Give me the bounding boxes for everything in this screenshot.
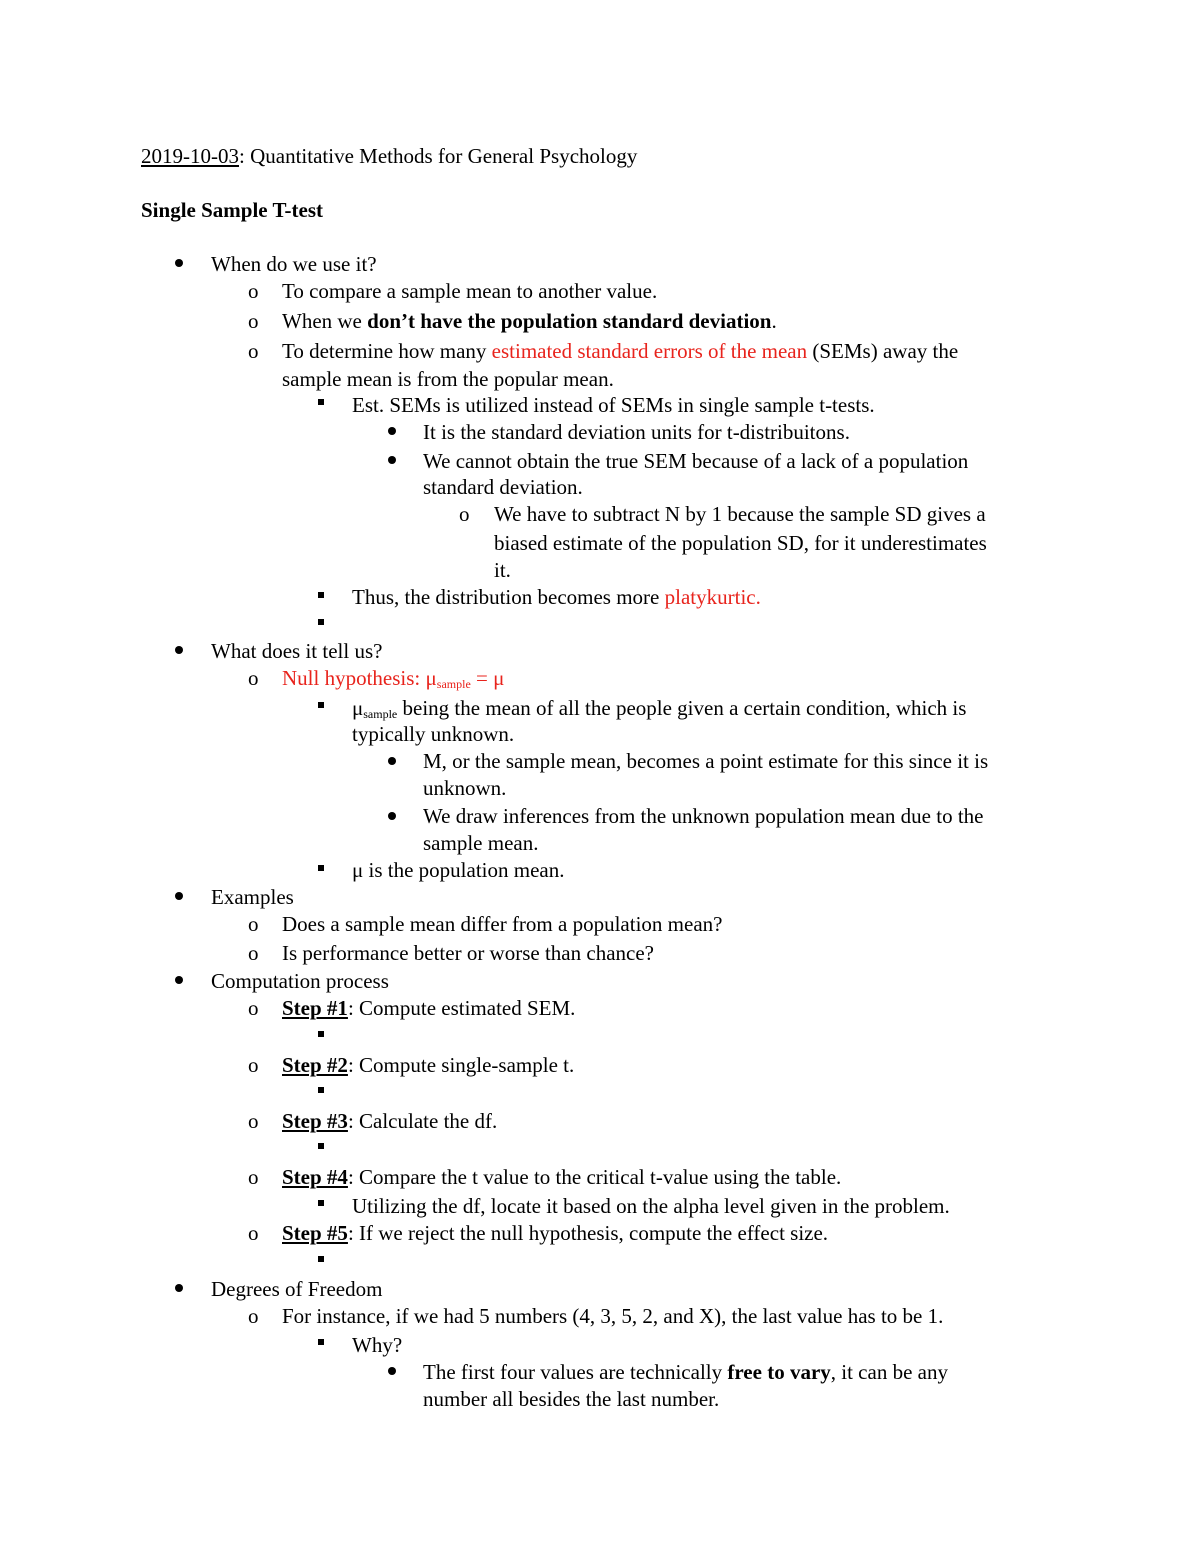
list-item-continuation: sample mean is from the popular mean. bbox=[282, 367, 614, 391]
step-label: Step #2 bbox=[282, 1053, 348, 1077]
list-item: We cannot obtain the true SEM because of a lack of a population bbox=[423, 449, 969, 473]
text-span: , it can be any bbox=[830, 1360, 948, 1384]
subscript: sample bbox=[363, 707, 398, 721]
bullet-dot bbox=[175, 646, 183, 654]
circle-marker: o bbox=[248, 666, 259, 690]
circle-marker: o bbox=[248, 1165, 259, 1189]
mu-symbol: μ bbox=[352, 858, 364, 882]
step-label: Step #5 bbox=[282, 1221, 348, 1245]
circle-marker: o bbox=[248, 279, 259, 303]
highlight-term: platykurtic. bbox=[664, 585, 761, 609]
text-span: Thus, the distribution becomes more bbox=[352, 585, 665, 609]
text-span: To determine how many bbox=[282, 339, 492, 363]
circle-marker: o bbox=[248, 941, 259, 965]
text-span: When we bbox=[282, 309, 368, 333]
square-marker bbox=[318, 1143, 324, 1149]
bullet-dot bbox=[388, 456, 396, 464]
list-item: It is the standard deviation units for t-distribuitons. bbox=[423, 420, 850, 444]
circle-marker: o bbox=[248, 996, 259, 1020]
circle-marker: o bbox=[248, 1221, 259, 1245]
list-item bbox=[282, 1164, 841, 1190]
list-item bbox=[282, 308, 777, 334]
list-item: Does a sample mean differ from a population mean? bbox=[282, 912, 723, 936]
bold-text: don’t have the population standard deviation bbox=[367, 309, 772, 333]
list-item-continuation: typically unknown. bbox=[352, 722, 515, 746]
list-item bbox=[282, 1108, 497, 1134]
text-span: : Compare the t value to the critical t-value using the table. bbox=[347, 1165, 842, 1189]
list-item: Utilizing the df, locate it based on the alpha level given in the problem. bbox=[352, 1194, 950, 1218]
list-item: We draw inferences from the unknown population mean due to the bbox=[423, 804, 984, 828]
square-marker bbox=[318, 619, 324, 625]
list-item-continuation: biased estimate of the population SD, for it underestimates bbox=[494, 531, 987, 555]
list-item bbox=[282, 995, 575, 1021]
bullet-dot bbox=[175, 976, 183, 984]
text-span: : Compute single-sample t. bbox=[347, 1053, 575, 1077]
square-marker bbox=[318, 702, 324, 708]
list-item: We have to subtract N by 1 because the sample SD gives a bbox=[494, 502, 986, 526]
text-span: : Calculate the df. bbox=[347, 1109, 498, 1133]
step-label: Step #3 bbox=[282, 1109, 348, 1133]
list-item: Why? bbox=[352, 1333, 403, 1357]
list-item: Computation process bbox=[211, 969, 389, 993]
circle-marker: o bbox=[248, 339, 259, 363]
list-item: Examples bbox=[211, 885, 294, 909]
bullet-dot bbox=[388, 427, 396, 435]
title-date: 2019-10-03 bbox=[141, 144, 239, 168]
list-item-continuation: standard deviation. bbox=[423, 475, 583, 499]
list-item bbox=[282, 338, 958, 364]
text-span: (SEMs) away the bbox=[807, 339, 959, 363]
subscript: sample bbox=[436, 677, 471, 691]
square-marker bbox=[318, 592, 324, 598]
circle-marker: o bbox=[248, 309, 259, 333]
mu-symbol: μ bbox=[493, 666, 505, 690]
square-marker bbox=[318, 1200, 324, 1206]
square-marker bbox=[318, 865, 324, 871]
mu-symbol: μ bbox=[352, 696, 364, 720]
list-item: Degrees of Freedom bbox=[211, 1277, 383, 1301]
list-item-continuation: it. bbox=[494, 558, 511, 582]
title-separator: : bbox=[239, 144, 251, 168]
list-item bbox=[282, 1052, 574, 1078]
text-span: The first four values are technically bbox=[423, 1360, 728, 1384]
square-marker bbox=[318, 399, 324, 405]
list-item: M, or the sample mean, becomes a point estimate for this since it is bbox=[423, 749, 989, 773]
text-span: Null hypothesis: bbox=[282, 666, 426, 690]
circle-marker: o bbox=[459, 502, 470, 526]
text-span: is the population mean. bbox=[363, 858, 565, 882]
circle-marker: o bbox=[248, 1053, 259, 1077]
list-item bbox=[352, 857, 564, 883]
bullet-dot bbox=[388, 1367, 396, 1375]
bullet-dot bbox=[388, 812, 396, 820]
bullet-dot bbox=[175, 892, 183, 900]
title-course: Quantitative Methods for General Psychology bbox=[250, 144, 638, 168]
bullet-dot bbox=[388, 757, 396, 765]
list-item bbox=[352, 584, 761, 610]
square-marker bbox=[318, 1339, 324, 1345]
step-label: Step #4 bbox=[282, 1165, 348, 1189]
bold-text: free to vary bbox=[727, 1360, 831, 1384]
null-hypothesis bbox=[282, 665, 504, 697]
text-span: : If we reject the null hypothesis, compute the effect size. bbox=[347, 1221, 829, 1245]
text-span: being the mean of all the people given a certain condition, which is bbox=[397, 696, 967, 720]
text-span: : Compute estimated SEM. bbox=[347, 996, 576, 1020]
list-item: When do we use it? bbox=[211, 252, 377, 276]
list-item: To compare a sample mean to another value. bbox=[282, 279, 658, 303]
bullet-dot bbox=[175, 259, 183, 267]
list-item-continuation: unknown. bbox=[423, 776, 507, 800]
list-item-continuation: sample mean. bbox=[423, 831, 539, 855]
list-item: What does it tell us? bbox=[211, 639, 383, 663]
list-item: Est. SEMs is utilized instead of SEMs in single sample t-tests. bbox=[352, 393, 875, 417]
square-marker bbox=[318, 1087, 324, 1093]
list-item: For instance, if we had 5 numbers (4, 3, 5, 2, and X), the last value has to be 1. bbox=[282, 1304, 944, 1328]
list-item: Is performance better or worse than chance? bbox=[282, 941, 654, 965]
equals-sign: = bbox=[470, 666, 494, 690]
document-title bbox=[141, 143, 637, 169]
mu-symbol: μ bbox=[425, 666, 437, 690]
highlight-term: estimated standard errors of the mean bbox=[491, 339, 808, 363]
list-item bbox=[282, 1220, 828, 1246]
list-item-continuation: number all besides the last number. bbox=[423, 1387, 720, 1411]
list-item bbox=[423, 1359, 948, 1385]
text-span: . bbox=[771, 309, 777, 333]
circle-marker: o bbox=[248, 1304, 259, 1328]
circle-marker: o bbox=[248, 1109, 259, 1133]
step-label: Step #1 bbox=[282, 996, 348, 1020]
square-marker bbox=[318, 1031, 324, 1037]
section-heading: Single Sample T-test bbox=[141, 198, 324, 222]
square-marker bbox=[318, 1256, 324, 1262]
bullet-dot bbox=[175, 1284, 183, 1292]
circle-marker: o bbox=[248, 912, 259, 936]
